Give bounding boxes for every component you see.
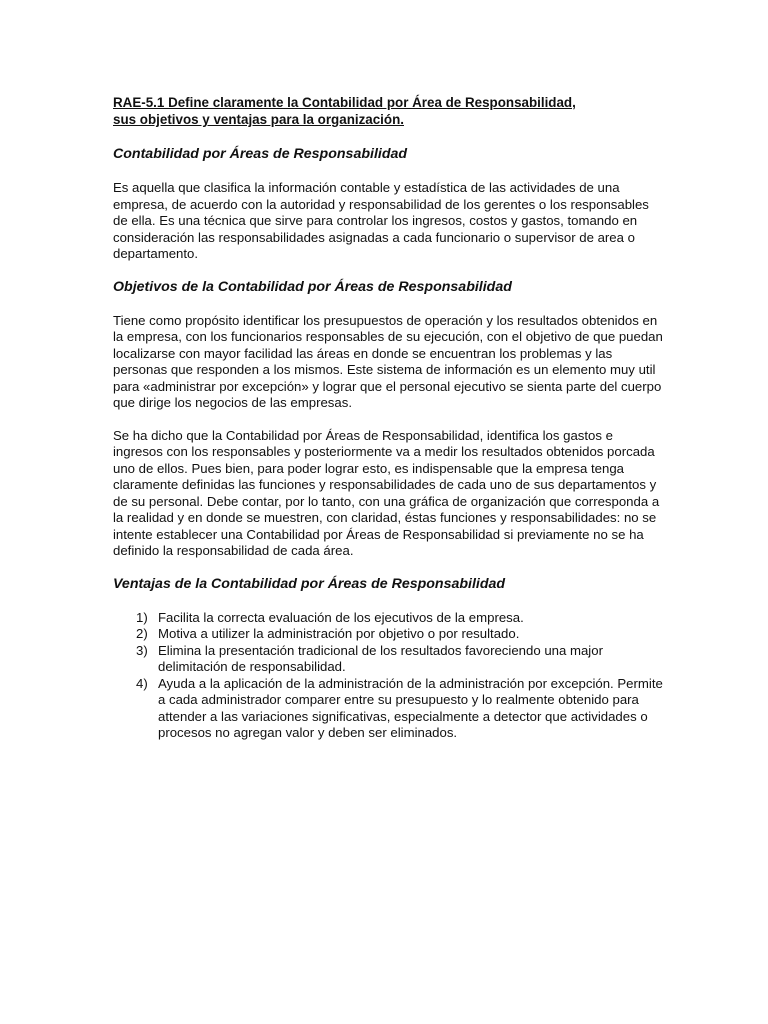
list-item-text: Motiva a utilizer la administración por objetivo o por resultado. bbox=[158, 626, 520, 641]
section-heading-definition: Contabilidad por Áreas de Responsabilidad bbox=[113, 146, 408, 162]
list-item-text: Elimina la presentación tradicional de los resultados favoreciendo una major delimitación de responsabilidad. bbox=[158, 642, 603, 674]
definition-paragraph: Es aquella que clasifica la información contable y estadística de las actividades de una empresa, de acuerdo con la autoridad y responsabilidad de los gerentes o los responsables de ella. Es una técnica que sirve para controlar los ingresos, costos y gastos, tomando en consideración las responsabilidades asignadas a cada funcionario o supervisor de area o departamento. bbox=[113, 180, 649, 261]
document-title-line-1: RAE-5.1 Define claramente la Contabilidad por Área de Responsabilidad, bbox=[113, 95, 576, 110]
list-item-number: 3) bbox=[136, 642, 148, 658]
list-item bbox=[113, 643, 663, 676]
list-item-number: 1) bbox=[136, 609, 148, 625]
list-item-number: 2) bbox=[136, 626, 148, 641]
objectives-paragraph-2: Se ha dicho que la Contabilidad por Áreas de Responsabilidad, identifica los gastos e ingresos con los responsables y posteriormente va a medir los resultados obtenidos porcada uno de ellos. Pues bien, para poder lograr esto, es indispensable que la empresa tenga claramente definidas las funciones y responsabilidades de cada uno de sus departamentos y de su personal. Debe contar, por lo tanto, con una gráfica de organización que corresponda a la realidad y en donde se muestren, con claridad, éstas funciones y responsabilidades: no se intente establecer una Contabilidad por Áreas de Responsabilidad si previamente no se ha definido la responsabilidad de cada área. bbox=[113, 427, 660, 558]
objectives-paragraph-1: Tiene como propósito identificar los presupuestos de operación y los resultados obtenidos en la empresa, con los funcionarios responsables de su ejecución, con el objetivo de que puedan localizarse con mayor facilidad las áreas en donde se encuentran los problemas y las personas que responden a los mismos. Este sistema de información es un elemento muy util para «administrar por excepción» y lograr que el personal ejecutivo se sienta parte del cuerpo que dirige los negocios de las empresas. bbox=[113, 312, 663, 410]
list-item-text: Ayuda a la aplicación de la administración de la administración por excepción. Permite a cada administrador comparer entre su presupuesto y lo realmente obtenido para attender a las variaciones significativas, especialmente a detector que actividades o procesos no agregan valor y deben ser eliminados. bbox=[158, 675, 663, 740]
list-item bbox=[113, 676, 663, 742]
list-item bbox=[113, 610, 663, 627]
list-item bbox=[113, 626, 663, 643]
advantages-list bbox=[113, 610, 663, 742]
document-page bbox=[113, 94, 663, 742]
document-title bbox=[113, 94, 663, 128]
list-item-number: 4) bbox=[136, 675, 148, 691]
section-heading-advantages: Ventajas de la Contabilidad por Áreas de Responsabilidad bbox=[113, 575, 506, 592]
section-heading-objectives: Objetivos de la Contabilidad por Áreas de Responsabilidad bbox=[113, 278, 512, 295]
document-title-line-2: sus objetivos y ventajas para la organización. bbox=[113, 112, 404, 127]
list-item-text: Facilita la correcta evaluación de los ejecutivos de la empresa. bbox=[158, 609, 524, 625]
